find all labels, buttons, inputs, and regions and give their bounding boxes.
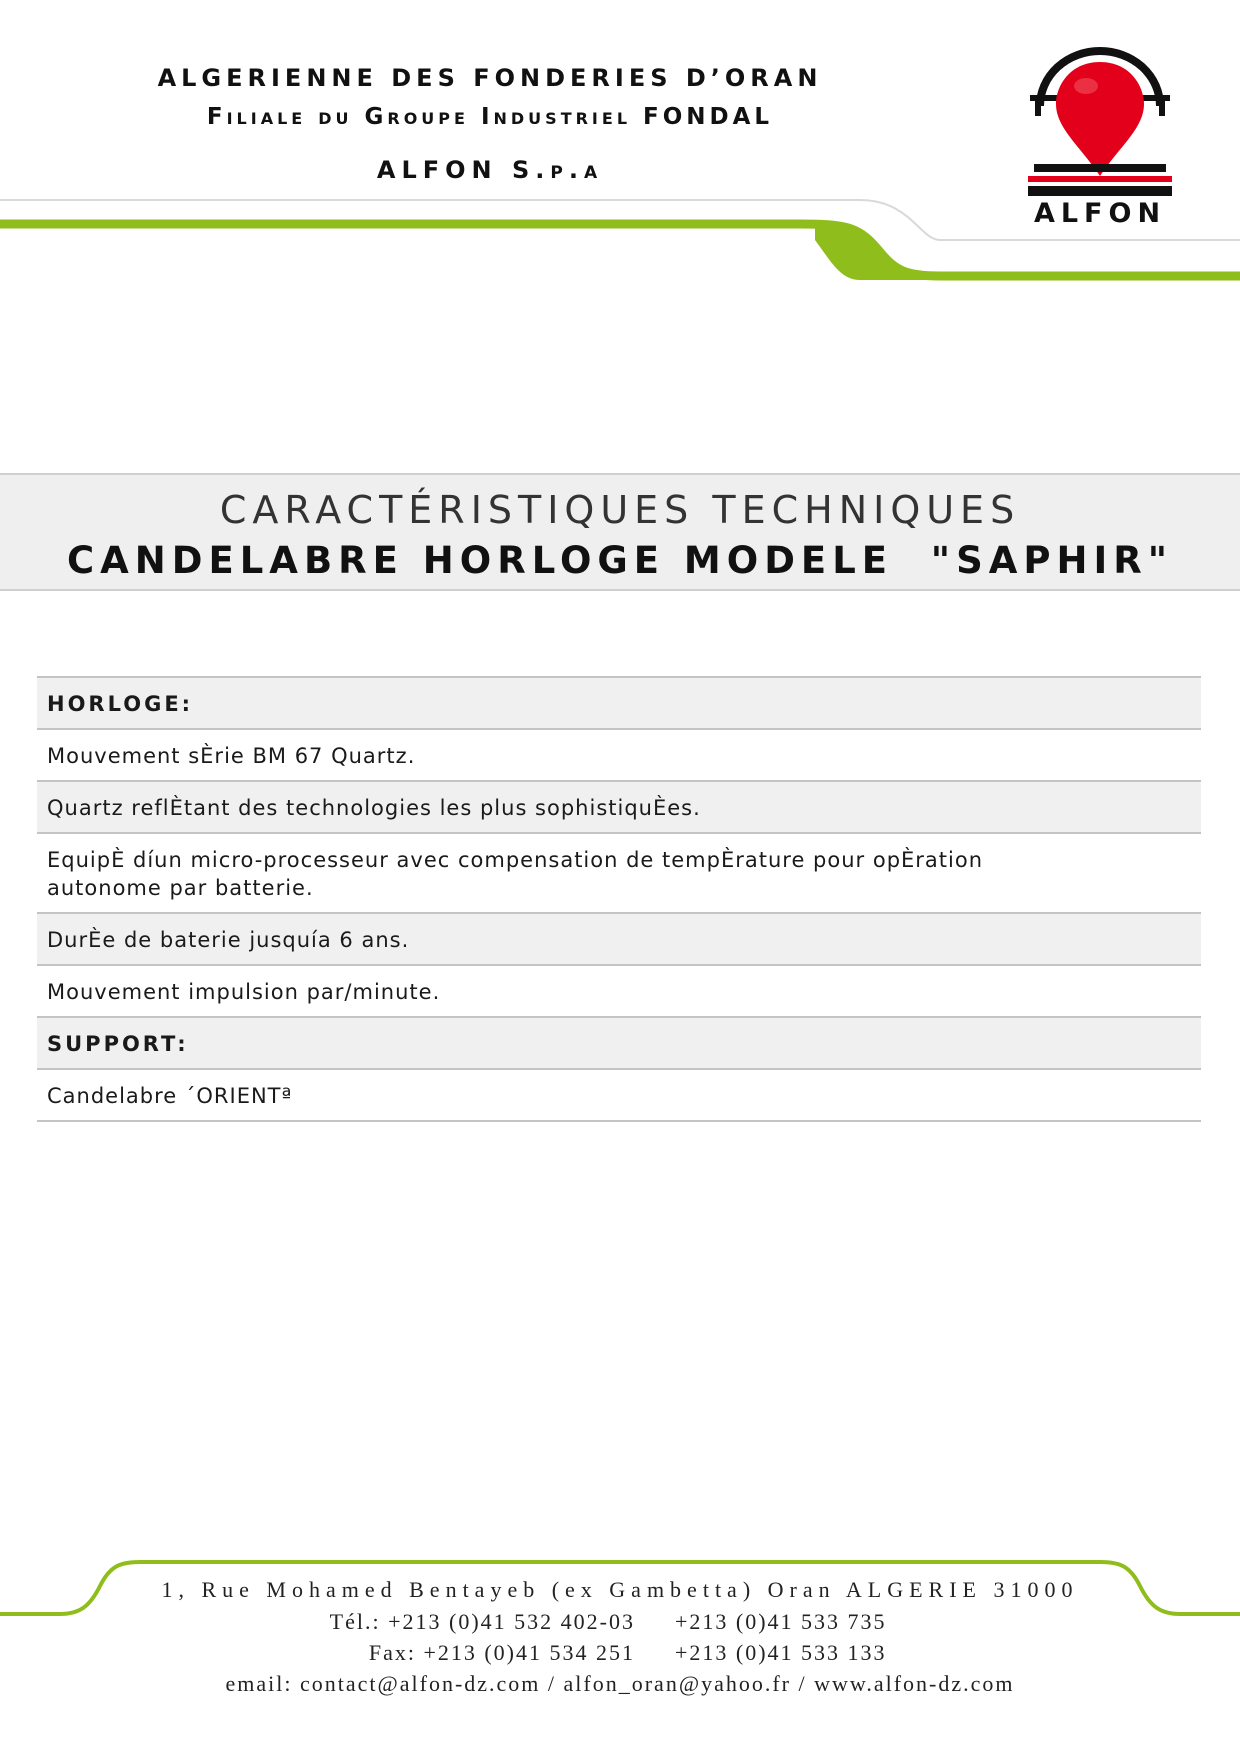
footer-tel-2: +213 (0)41 533 735 <box>675 1609 887 1634</box>
spec-text: Mouvement sÈrie BM 67 Quartz. <box>47 744 416 768</box>
spec-text: EquipÈ díun micro-processeur avec compensation de tempÈrature pour opÈration autonome par batterie. <box>47 848 984 900</box>
spec-row <box>37 966 1201 1018</box>
spec-row <box>37 1070 1201 1122</box>
spec-row <box>37 914 1201 966</box>
company-short-name: ALFON S.p.a <box>376 156 604 184</box>
section-header-horloge: HORLOGE: <box>37 678 1201 730</box>
logo-wordmark: ALFON <box>1033 198 1167 229</box>
company-subsidiary-line: Filiale du Groupe Industriel FONDAL <box>206 104 774 130</box>
footer-address: 1, Rue Mohamed Bentayeb (ex Gambetta) Oran ALGERIE 31000 <box>161 1577 1079 1602</box>
footer-phone-line <box>0 1606 1240 1637</box>
footer-contact <box>0 1574 1240 1700</box>
footer-tel: Tél.: +213 (0)41 532 402-03 <box>329 1609 635 1634</box>
section-header-support: SUPPORT: <box>37 1018 1201 1070</box>
company-name: ALGERIENNE DES FONDERIES D’ORAN <box>157 64 823 92</box>
footer-email-web: email: contact@alfon-dz.com / alfon_oran@yahoo.fr / www.alfon-dz.com <box>225 1671 1015 1696</box>
footer-fax: Fax: +213 (0)41 534 251 <box>368 1640 635 1665</box>
title-band <box>0 473 1240 591</box>
product-title: CANDELABRE HORLOGE MODELE "SAPHIR" <box>66 539 1173 582</box>
spec-row <box>37 782 1201 834</box>
spec-table <box>37 676 1201 1122</box>
spec-row <box>37 834 1201 914</box>
spec-row <box>37 730 1201 782</box>
company-header <box>100 58 880 190</box>
spec-text: Candelabre ´ORIENTª <box>47 1084 293 1108</box>
page-title: CARACTÉRISTIQUES TECHNIQUES <box>219 488 1021 532</box>
footer-fax-2: +213 (0)41 533 133 <box>675 1640 887 1665</box>
spec-text: DurÈe de baterie jusquía 6 ans. <box>47 928 410 952</box>
footer-fax-line <box>0 1637 1240 1668</box>
spec-text: Mouvement impulsion par/minute. <box>47 980 441 1004</box>
spec-text: Quartz reflÈtant des technologies les plus sophistiquÈes. <box>47 796 701 820</box>
